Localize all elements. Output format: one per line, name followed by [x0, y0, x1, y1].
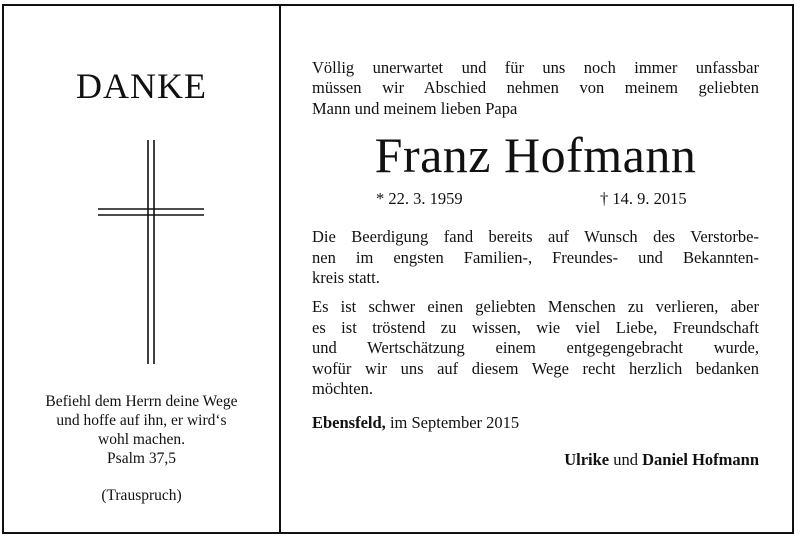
signature	[312, 450, 759, 470]
verse-line: Befiehl dem Herrn deine Wege	[45, 393, 238, 410]
column-divider	[279, 4, 281, 534]
paragraph-line: Es ist schwer einen geliebten Menschen zu verlieren, aber	[312, 297, 759, 317]
paragraph-line: es ist tröstend zu wissen, wie viel Liebe, Freundschaft	[312, 317, 759, 337]
danke-heading: DANKE	[76, 66, 207, 106]
verse-reference: Psalm 37,5	[107, 450, 176, 467]
funeral-paragraph	[312, 227, 759, 288]
paragraph-line: möchten.	[312, 379, 373, 399]
life-dates	[312, 189, 759, 211]
place-date	[312, 413, 759, 433]
thanks-paragraph	[312, 297, 759, 399]
birth-date: * 22. 3. 1959	[376, 189, 463, 209]
intro-line: Mann und meinem lieben Papa	[312, 98, 518, 118]
death-date: † 14. 9. 2015	[600, 189, 687, 209]
right-panel	[312, 58, 759, 470]
intro-line: Völlig unerwartet und für uns noch immer unfassbar	[312, 58, 759, 77]
deceased-name: Franz Hofmann	[374, 127, 697, 184]
signature-and: und	[609, 449, 643, 469]
verse-note: (Trauspruch)	[101, 487, 182, 504]
cross-icon	[96, 136, 206, 366]
verse-line: und hoffe auf ihn, er wird‘s	[56, 412, 227, 429]
place-name: Ebensfeld,	[312, 413, 386, 433]
paragraph-line: nen im engsten Familien-, Freundes- und Bekannten-	[312, 247, 759, 267]
intro-line: müssen wir Abschied nehmen von meinem geliebten	[312, 78, 759, 98]
left-panel	[4, 6, 279, 532]
paragraph-line: kreis statt.	[312, 268, 380, 288]
intro-text	[312, 58, 759, 119]
verse-line: wohl machen.	[98, 431, 185, 448]
signature-first: Ulrike	[564, 449, 610, 469]
paragraph-line: Die Beerdigung fand bereits auf Wunsch des Verstorbe-	[312, 227, 759, 247]
signature-last: Daniel Hofmann	[642, 449, 759, 469]
paragraph-line: wofür wir uns auf diesem Wege recht herzlich bedanken	[312, 358, 759, 378]
bible-verse	[4, 392, 279, 468]
paragraph-line: und Wertschätzung einem entgegengebracht wurde,	[312, 338, 759, 358]
date-text: im September 2015	[385, 413, 520, 433]
